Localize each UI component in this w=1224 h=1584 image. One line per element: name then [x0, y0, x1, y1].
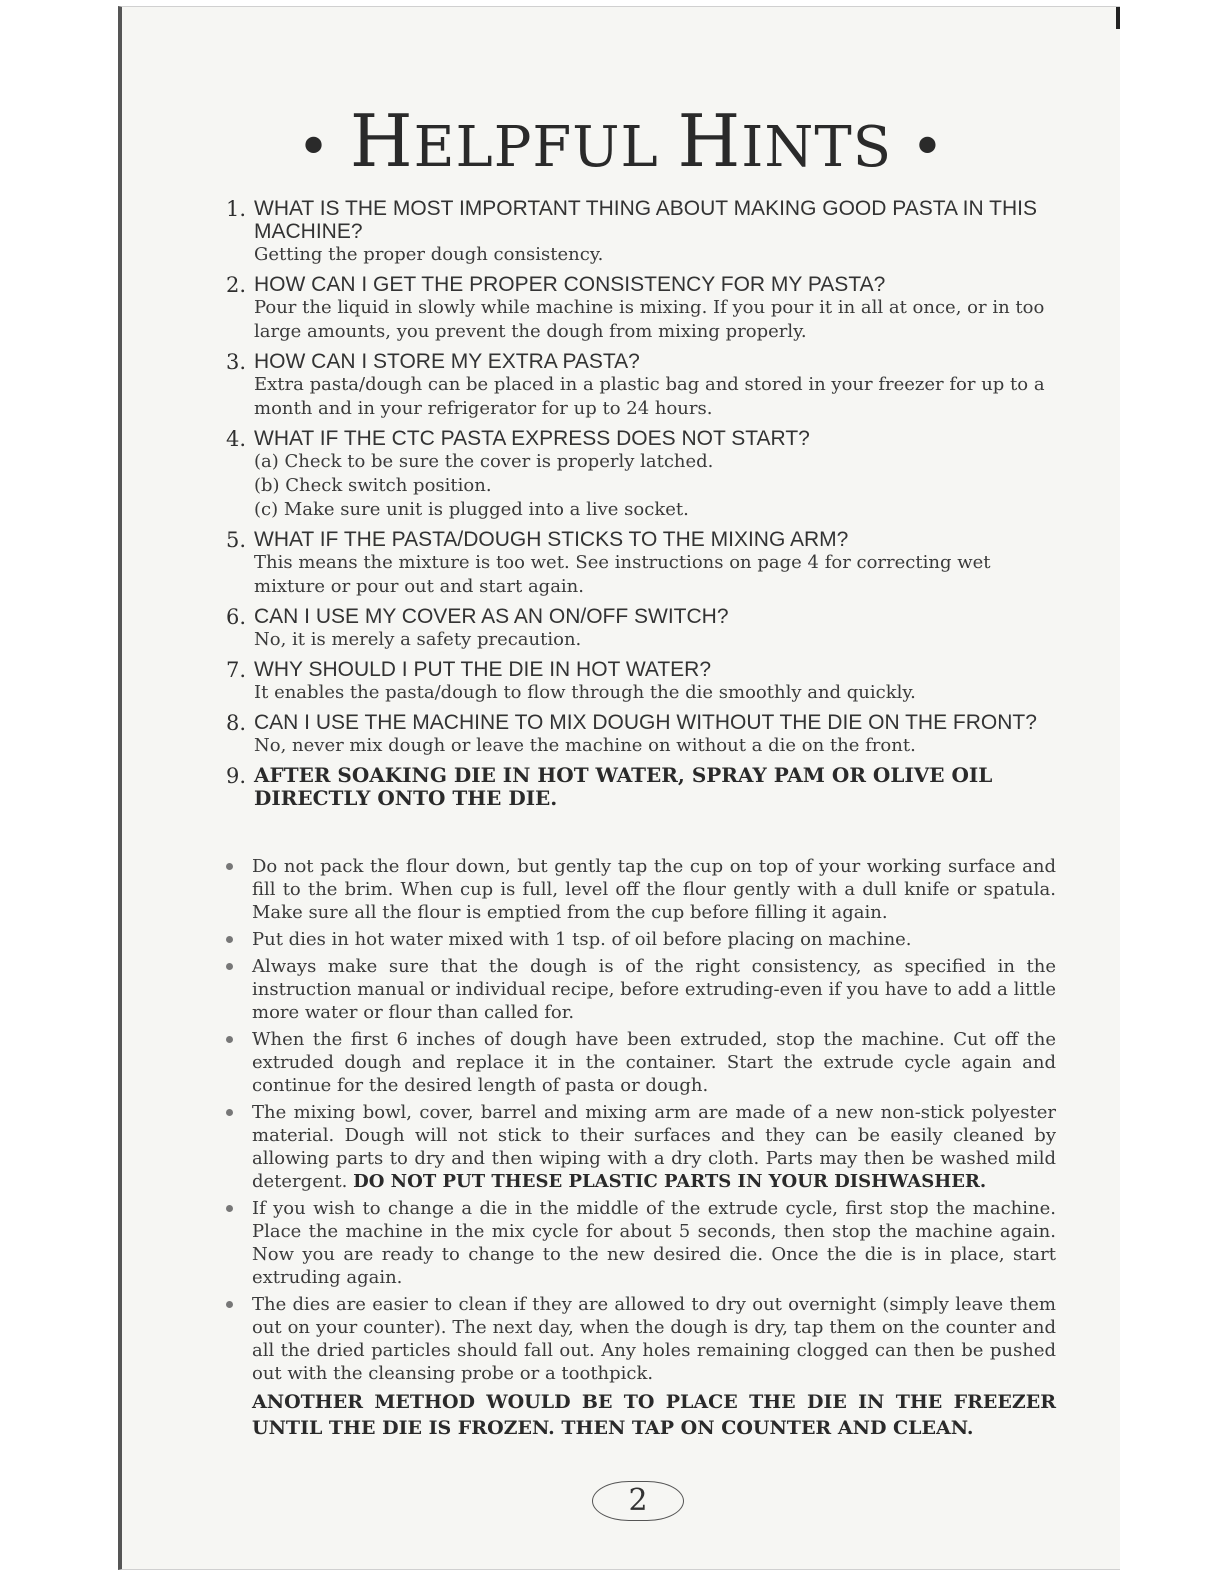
faq-question: WHAT IF THE PASTA/DOUGH STICKS TO THE MIXING ARM?: [254, 528, 849, 551]
faq-number: 6.: [226, 605, 247, 629]
bullet-dot-icon: [226, 1109, 233, 1116]
faq-answer: It enables the pasta/dough to flow through the die smoothly and quickly.: [254, 682, 916, 703]
faq-answer: Extra pasta/dough can be placed in a plastic bag and stored in your freezer for up to a month and in your refrigerator for up to 24 hours.: [254, 374, 1045, 419]
faq-answer: No, never mix dough or leave the machine on without a die on the front.: [254, 735, 916, 756]
faq-question: WHAT IS THE MOST IMPORTANT THING ABOUT MAKING GOOD PASTA IN THIS MACHINE?: [254, 197, 1037, 243]
faq-item-6: [226, 605, 1056, 652]
faq-question: CAN I USE MY COVER AS AN ON/OFF SWITCH?: [254, 605, 729, 628]
tip-extrude: [222, 1028, 1056, 1097]
faq-answer-a: (a) Check to be sure the cover is properly latched.: [254, 451, 714, 472]
faq-question: WHAT IF THE CTC PASTA EXPRESS DOES NOT START?: [254, 427, 810, 450]
faq-answer: This means the mixture is too wet. See instructions on page 4 for correcting wet mixture or pour out and start again.: [254, 552, 991, 597]
faq-number: 3.: [226, 350, 247, 374]
faq-question: WHY SHOULD I PUT THE DIE IN HOT WATER?: [254, 658, 712, 681]
faq-number: 5.: [226, 528, 247, 552]
faq-question: HOW CAN I STORE MY EXTRA PASTA?: [254, 350, 640, 373]
faq-item-3: [226, 350, 1056, 421]
bullet-dot-icon: [226, 1036, 233, 1043]
tip-change-die: [222, 1197, 1056, 1289]
title-bullet-left: •: [297, 115, 332, 180]
tip-text: If you wish to change a die in the middle of the extrude cycle, first stop the machine. Place the machine in the mix cycle for about 5 seconds, then stop the machine again. Now you are ready to change to the new desired die. Once the die is in place, start extruding again.: [252, 1198, 1056, 1288]
faq-number: 1.: [226, 197, 247, 221]
title-cap-h2: H: [677, 99, 742, 183]
faq-question: HOW CAN I GET THE PROPER CONSISTENCY FOR MY PASTA?: [254, 273, 886, 296]
tip-clean-dies: [222, 1293, 1056, 1441]
faq-tip: AFTER SOAKING DIE IN HOT WATER, SPRAY PAM OR OLIVE OIL DIRECTLY ONTO THE DIE.: [254, 763, 993, 810]
faq-number: 4.: [226, 427, 247, 451]
bullet-dot-icon: [226, 963, 233, 970]
faq-item-8: [226, 711, 1056, 758]
faq-item-1: [226, 197, 1056, 267]
manual-page: [118, 6, 1120, 1570]
bullet-dot-icon: [226, 1205, 233, 1212]
faq-number: 7.: [226, 658, 247, 682]
faq-list: [226, 197, 1056, 816]
tip-cleaning: [222, 1101, 1056, 1193]
bullet-dot-icon: [226, 1301, 233, 1308]
faq-item-5: [226, 528, 1056, 599]
faq-question: CAN I USE THE MACHINE TO MIX DOUGH WITHOUT THE DIE ON THE FRONT?: [254, 711, 1037, 734]
faq-answer: No, it is merely a safety precaution.: [254, 629, 582, 650]
faq-answer: Pour the liquid in slowly while machine is mixing. If you pour it in all at once, or in too large amounts, you prevent the dough from mixing properly.: [254, 297, 1045, 342]
page-title: [122, 99, 1120, 183]
faq-item-4: [226, 427, 1056, 522]
tip-warning: DO NOT PUT THESE PLASTIC PARTS IN YOUR DISHWASHER.: [353, 1171, 987, 1192]
title-word1: ELPFUL: [413, 115, 659, 180]
tip-consistency: [222, 955, 1056, 1024]
tips-list: [222, 855, 1056, 1445]
title-cap-h1: H: [349, 99, 414, 183]
tip-hot-water: [222, 928, 1056, 951]
faq-item-2: [226, 273, 1056, 344]
tip-flour: [222, 855, 1056, 924]
title-word2: INTS: [741, 115, 893, 180]
tip-text: The mixing bowl, cover, barrel and mixing arm are made of a new non-stick polyester material. Dough will not stick to their surfaces and they can be easily cleaned by allowing parts to dry and then wiping with a dry cloth. Parts may then be washed mild detergent.: [252, 1102, 1056, 1192]
tip-text: The dies are easier to clean if they are allowed to dry out overnight (simply leave them out on your counter). The next day, when the dough is dry, tap them on the counter and all the dried particles should fall out. Any holes remaining clogged can then be pushed out with the cleansing probe or a toothpick.: [252, 1294, 1056, 1384]
bullet-dot-icon: [226, 936, 233, 943]
faq-answer-c: (c) Make sure unit is plugged into a live socket.: [254, 499, 689, 520]
title-bullet-right: •: [910, 115, 945, 180]
tip-freezer-method: ANOTHER METHOD WOULD BE TO PLACE THE DIE IN THE FREEZER UNTIL THE DIE IS FROZEN. THEN TAP ON COUNTER AND CLEAN.: [252, 1391, 1056, 1439]
faq-answer-b: (b) Check switch position.: [254, 475, 492, 496]
page-edge-mark: [1116, 7, 1120, 29]
page-number: 2: [592, 1481, 684, 1521]
bullet-dot-icon: [226, 863, 233, 870]
faq-number: 2.: [226, 273, 247, 297]
faq-item-7: [226, 658, 1056, 705]
tip-text: Always make sure that the dough is of the right consistency, as specified in the instruction manual or individual recipe, before extruding-even if you have to add a little more water or flour than called for.: [252, 956, 1056, 1023]
faq-item-9: [226, 764, 1056, 810]
faq-number: 9.: [226, 764, 247, 788]
tip-text: Do not pack the flour down, but gently tap the cup on top of your working surface and fill to the brim. When cup is full, level off the flour gently with a dull knife or spatula. Make sure all the flour is emptied from the cup before filling it again.: [252, 856, 1056, 923]
tip-text: Put dies in hot water mixed with 1 tsp. of oil before placing on machine.: [252, 929, 912, 950]
faq-number: 8.: [226, 711, 247, 735]
tip-text: When the first 6 inches of dough have been extruded, stop the machine. Cut off the extruded dough and replace it in the container. Start the extrude cycle again and continue for the desired length of pasta or dough.: [252, 1029, 1056, 1096]
faq-answer: Getting the proper dough consistency.: [254, 244, 604, 265]
